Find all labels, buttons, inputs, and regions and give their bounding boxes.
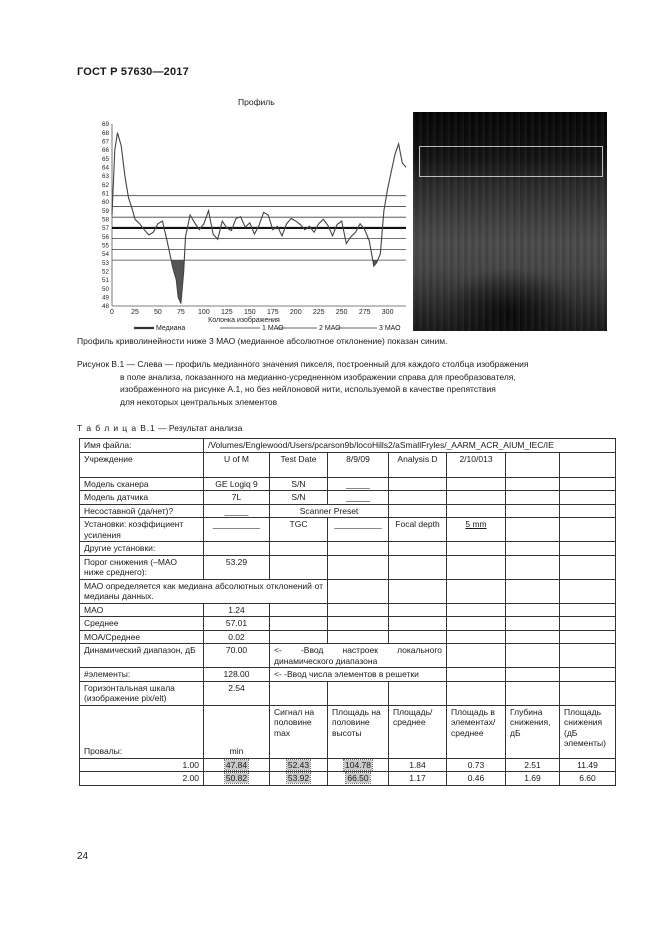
x-tick-label: 175: [266, 309, 279, 316]
table-row: [80, 439, 616, 453]
x-tick-label: 25: [131, 309, 139, 316]
table-cell: [447, 477, 506, 491]
table-cell: [389, 681, 447, 705]
y-tick-label: 54: [101, 251, 109, 259]
table-cell: [328, 681, 389, 705]
table-cell: [389, 617, 447, 631]
table-cell: min: [204, 705, 270, 758]
table-cell: Scanner Preset: [270, 504, 389, 518]
table-cell: [506, 518, 560, 542]
y-tick-label: 49: [101, 294, 109, 302]
table-cell: [270, 542, 328, 556]
x-tick-label: 275: [358, 309, 371, 316]
profile-line: [112, 133, 406, 304]
cell-value: 50.82: [225, 773, 248, 783]
table-cell: <- -Ввод числа элементов в решетки: [270, 668, 447, 682]
table-cell: [328, 772, 389, 786]
table-cell: Установки: коэффициент усиления: [80, 518, 204, 542]
table-cell: [560, 644, 616, 668]
table-cell: [389, 555, 447, 579]
table-row: [80, 603, 616, 617]
table-cell: U of M: [204, 452, 270, 477]
table-cell: 2.00: [80, 772, 204, 786]
cell-value: 52.43: [287, 759, 310, 770]
table-cell: /Volumes/Englewood/Users/pcarson9b/locoHills2/aSmallFryles/_AARM_ACR_AIUM_IEC/IE: [204, 439, 616, 453]
table-row: [80, 772, 616, 786]
table-cell: 1.84: [389, 758, 447, 772]
table-cell: [506, 630, 560, 644]
table-cell: [506, 603, 560, 617]
table-row: [80, 668, 616, 682]
table-cell: _____: [328, 477, 389, 491]
figure-title: Профиль: [238, 97, 275, 107]
table-cell: [270, 758, 328, 772]
table-cell: [328, 555, 389, 579]
y-tick-label: 60: [101, 199, 109, 207]
table-cell: Динамический диапазон, дБ: [80, 644, 204, 668]
profile-chart: [94, 112, 412, 332]
x-tick-label: 50: [154, 309, 162, 316]
table-cell: [560, 452, 616, 477]
median-image: [413, 112, 607, 331]
table-cell: Порог снижения (–МАО ниже среднего):: [80, 555, 204, 579]
table-cell: Площадь на половине высоты: [328, 705, 389, 758]
table-cell: <- -Ввод настроек локального динамического диапазона: [270, 644, 447, 668]
table-cell: [204, 758, 270, 772]
figure-caption-line: изображенного на рисунке А.1, но без нейлоновой нити, используемой в качестве препятствия: [120, 384, 496, 394]
table-cell: [560, 603, 616, 617]
table-cell: Test Date: [270, 452, 328, 477]
table-cell: Провалы:: [80, 705, 204, 758]
table-cell: 70.00: [204, 644, 270, 668]
table-cell: 1.69: [506, 772, 560, 786]
table-cell: 1.00: [80, 758, 204, 772]
table-cell: [447, 630, 506, 644]
table-cell: [506, 452, 560, 477]
cell-value: 53.92: [287, 773, 310, 783]
table-cell: 0.73: [447, 758, 506, 772]
y-tick-label: 51: [101, 277, 109, 285]
table-cell: [447, 644, 506, 668]
table-cell: [389, 477, 447, 491]
table-cell: _____: [204, 504, 270, 518]
table-cell: __________: [328, 518, 389, 542]
table-cell: [328, 579, 389, 603]
table-cell: [506, 555, 560, 579]
table-cell: [560, 579, 616, 603]
table-cell: [389, 504, 447, 518]
table-cell: [447, 491, 506, 505]
y-tick-label: 64: [101, 164, 109, 172]
figure-caption: [77, 358, 617, 408]
x-tick-label: 250: [335, 309, 348, 316]
table-title-label: Т а б л и ц а В.1: [77, 423, 156, 433]
table-cell: [560, 630, 616, 644]
table-cell: 57.01: [204, 617, 270, 631]
table-cell: [506, 504, 560, 518]
table-cell: [389, 630, 447, 644]
x-tick-label: 225: [312, 309, 325, 316]
y-tick-label: 68: [101, 129, 109, 137]
table-row: [80, 758, 616, 772]
profile-caption: Профиль криволинейности ниже 3 МАО (медианное абсолютное отклонение) показан синим.: [77, 336, 448, 346]
table-row: [80, 579, 616, 603]
table-cell: 6.60: [560, 772, 616, 786]
table-cell: 53.29: [204, 555, 270, 579]
table-cell: [506, 579, 560, 603]
y-tick-label: 65: [101, 155, 109, 163]
table-cell: [560, 542, 616, 556]
table-cell: Среднее: [80, 617, 204, 631]
table-cell: [560, 668, 616, 682]
table-cell: [270, 617, 328, 631]
y-tick-label: 57: [101, 225, 109, 233]
table-cell: Площадь в элементах/среднее: [447, 705, 506, 758]
table-cell: Несоставной (да/нет)?: [80, 504, 204, 518]
table-cell: [506, 668, 560, 682]
table-cell: 5 mm: [447, 518, 506, 542]
table-cell: 128.00: [204, 668, 270, 682]
table-cell: 0.46: [447, 772, 506, 786]
table-cell: [204, 542, 270, 556]
table-cell: [560, 504, 616, 518]
analysis-region-box: [419, 146, 603, 177]
y-tick-label: 56: [101, 233, 109, 241]
table-row: [80, 491, 616, 505]
table-cell: [389, 491, 447, 505]
table-cell: 1.24: [204, 603, 270, 617]
table-cell: [447, 681, 506, 705]
y-tick-label: 61: [101, 190, 109, 198]
table-cell: [389, 603, 447, 617]
table-cell: Горизонтальная шкала (изображение pix/elt): [80, 681, 204, 705]
table-cell: __________: [204, 518, 270, 542]
table-cell: [560, 681, 616, 705]
table-cell: 2.51: [506, 758, 560, 772]
table-row: [80, 630, 616, 644]
y-tick-label: 52: [101, 268, 109, 276]
y-tick-label: 67: [101, 138, 109, 146]
table-cell: [328, 630, 389, 644]
table-cell: GE Logiq 9: [204, 477, 270, 491]
table-cell: [270, 772, 328, 786]
y-tick-label: 66: [101, 147, 109, 155]
legend-label: 2 МАО: [319, 325, 341, 332]
table-cell: [328, 617, 389, 631]
y-tick-label: 59: [101, 207, 109, 215]
table-cell: [447, 603, 506, 617]
table-cell: [506, 542, 560, 556]
table-cell: [204, 772, 270, 786]
image-texture: [413, 112, 607, 331]
x-tick-label: 150: [243, 309, 256, 316]
table-cell: _____: [328, 491, 389, 505]
y-tick-label: 69: [101, 121, 109, 129]
table-cell: 7L: [204, 491, 270, 505]
table-cell: [447, 542, 506, 556]
x-tick-label: 200: [289, 309, 302, 316]
table-cell: 1.17: [389, 772, 447, 786]
table-cell: Focal depth: [389, 518, 447, 542]
table-cell: [447, 555, 506, 579]
table-row: [80, 518, 616, 542]
y-tick-label: 62: [101, 181, 109, 189]
x-tick-label: 75: [177, 309, 185, 316]
table-row: [80, 644, 616, 668]
table-cell: МАО определяется как медиана абсолютных отклонений от медианы данных.: [80, 579, 328, 603]
table-cell: [506, 477, 560, 491]
page-number: 24: [77, 851, 89, 862]
y-tick-label: 53: [101, 259, 109, 267]
table-row: [80, 617, 616, 631]
cell-value: 47.84: [225, 759, 248, 770]
table-cell: TGC: [270, 518, 328, 542]
table-cell: S/N: [270, 477, 328, 491]
table-cell: 2/10/013: [447, 452, 506, 477]
table-cell: [560, 617, 616, 631]
table-row: [80, 542, 616, 556]
results-table: [79, 438, 616, 786]
legend-label: 3 МАО: [379, 325, 401, 332]
table-cell: Имя файла:: [80, 439, 204, 453]
table-cell: [270, 555, 328, 579]
table-cell: [560, 491, 616, 505]
table-row: [80, 504, 616, 518]
table-title: [77, 423, 242, 433]
table-cell: 11.49: [560, 758, 616, 772]
y-tick-label: 63: [101, 173, 109, 181]
table-cell: [328, 603, 389, 617]
table-cell: [447, 504, 506, 518]
figure-caption-line: Рисунок В.1 — Слева — профиль медианного значения пикселя, построенный для каждого столбца изображения: [77, 359, 529, 369]
table-cell: #элементы:: [80, 668, 204, 682]
table-title-text: — Результат анализа: [155, 423, 243, 433]
table-cell: [506, 491, 560, 505]
table-cell: [389, 542, 447, 556]
table-cell: 0.02: [204, 630, 270, 644]
y-tick-label: 55: [101, 242, 109, 250]
table-row: [80, 452, 616, 477]
table-cell: 8/9/09: [328, 452, 389, 477]
y-tick-label: 50: [101, 285, 109, 293]
table-cell: [328, 542, 389, 556]
table-cell: [328, 758, 389, 772]
table-cell: Площадь снижения (дБ элементы): [560, 705, 616, 758]
x-axis-label: Колонка изображения: [208, 317, 280, 324]
legend-label: Медиана: [156, 325, 186, 332]
table-cell: Учреждение: [80, 452, 204, 477]
table-cell: [447, 579, 506, 603]
table-cell: 2.54: [204, 681, 270, 705]
table-cell: МАО: [80, 603, 204, 617]
table-cell: [447, 617, 506, 631]
table-cell: [506, 617, 560, 631]
table-cell: S/N: [270, 491, 328, 505]
table-cell: [447, 668, 506, 682]
table-cell: Модель датчика: [80, 491, 204, 505]
table-row: [80, 705, 616, 758]
table-cell: Другие установки:: [80, 542, 204, 556]
table-row: [80, 555, 616, 579]
table-cell: Модель сканера: [80, 477, 204, 491]
table-cell: МОА/Среднее: [80, 630, 204, 644]
x-tick-label: 0: [110, 309, 114, 316]
page-header: ГОСТ Р 57630—2017: [77, 66, 189, 78]
y-tick-label: 48: [101, 303, 109, 311]
figure-caption-line: в поле анализа, показанного на медианно-усредненном изображении справа для преобразователя,: [120, 371, 516, 382]
table-cell: Площадь/среднее: [389, 705, 447, 758]
y-tick-label: 58: [101, 216, 109, 224]
table-row: [80, 681, 616, 705]
table-cell: [270, 603, 328, 617]
x-tick-label: 300: [381, 309, 394, 316]
table-cell: [270, 681, 328, 705]
table-cell: Глубина снижения, дБ: [506, 705, 560, 758]
table-cell: Сигнал на половине max: [270, 705, 328, 758]
cell-value: 66.50: [347, 773, 369, 783]
x-tick-label: 125: [221, 309, 233, 316]
cell-value: 104.78: [345, 759, 371, 770]
figure-caption-line: для некоторых центральных элементов: [120, 396, 278, 407]
table-cell: [389, 579, 447, 603]
table-cell: [560, 555, 616, 579]
table-cell: [560, 477, 616, 491]
table-cell: [506, 681, 560, 705]
table-row: [80, 477, 616, 491]
table-cell: Analysis D: [389, 452, 447, 477]
table-cell: [560, 518, 616, 542]
legend-label: 1 МАО: [262, 325, 284, 332]
table-cell: [270, 630, 328, 644]
x-tick-label: 100: [198, 309, 210, 316]
table-cell: [506, 644, 560, 668]
